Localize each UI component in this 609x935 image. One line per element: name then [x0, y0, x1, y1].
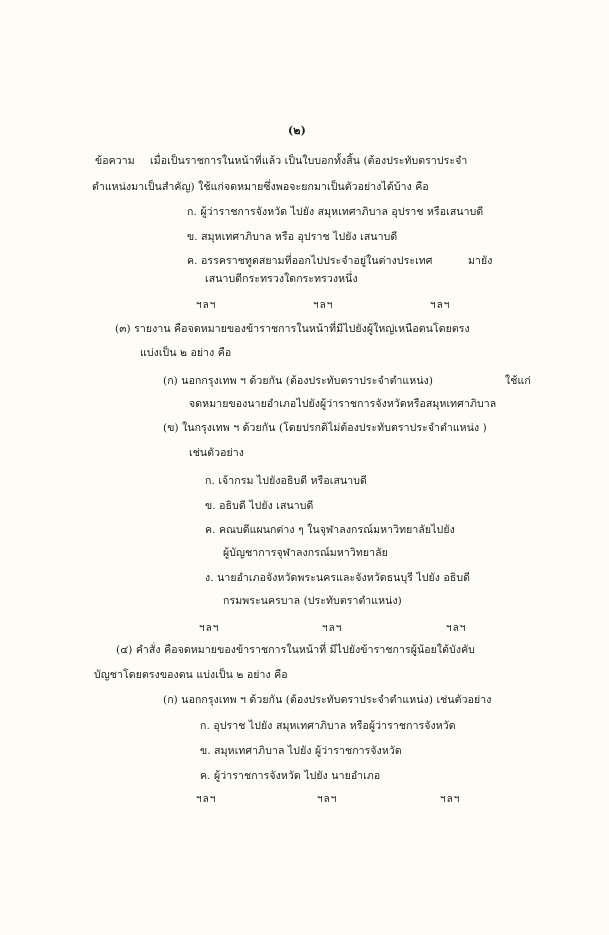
- divider-etc: ฯลฯ: [446, 623, 467, 634]
- section4-item-kho: ค. ผู้ว่าราชการจังหวัด ไปยัง นายอำเภอ: [200, 770, 381, 782]
- section3-item-kho: ค. คณบดีแผนกต่าง ๆ ในจุฬาลงกรณ์มหาวิทยาลัยไปยัง: [205, 524, 455, 536]
- section3-line-1: (๓) รายงาน คือจดหมายของข้าราชการในหน้าที่มีไปยังผู้ใหญ่เหนือตนโดยตรง: [115, 323, 470, 335]
- divider-etc: ฯลฯ: [313, 300, 334, 311]
- intro-item-kha: ข. สมุหเทศาภิบาล หรือ อุปราช ไปยัง เสนาบดี: [187, 231, 398, 243]
- intro-label: ข้อความ: [95, 155, 135, 167]
- divider-etc: ฯลฯ: [322, 623, 343, 634]
- page-number: (๒): [288, 124, 306, 137]
- divider-etc: ฯลฯ: [196, 300, 217, 311]
- section3-sub-a-line-1: (ก) นอกกรุงเทพ ฯ ด้วยกัน (ต้องประทับตราประจำตำแหน่ง): [163, 375, 434, 387]
- intro-line-1: เมื่อเป็นราชการในหน้าที่แล้ว เป็นใบบอกทั้งสิ้น (ต้องประทับตราประจำ: [150, 155, 468, 167]
- divider-etc: ฯลฯ: [440, 794, 461, 805]
- section4-item-kha: ข. สมุหเทศาภิบาล ไปยัง ผู้ว่าราชการจังหวัด: [200, 745, 402, 757]
- section4-item-ka: ก. อุปราช ไปยัง สมุหเทศาภิบาล หรือผู้ว่าราชการจังหวัด: [200, 720, 456, 732]
- section4-sub-a: (ก) นอกกรุงเทพ ฯ ด้วยกัน (ต้องประทับตราประจำตำแหน่ง) เช่นตัวอย่าง: [163, 694, 492, 706]
- section3-sub-b-line-1: (ข) ในกรุงเทพ ฯ ด้วยกัน (โดยปรกติไม่ต้องประทับตราประจำตำแหน่ง ): [163, 422, 487, 434]
- section3-sub-a-tail: ใช้แก่: [505, 375, 531, 387]
- section3-item-kha: ข. อธิบดี ไปยัง เสนาบดี: [205, 500, 314, 512]
- section4-line-1: (๔) คำสั่ง คือจดหมายของข้าราชการในหน้าที่ มีไปยังข้าราชการผู้น้อยใต้บังคับ: [116, 644, 475, 656]
- intro-item-ka: ก. ผู้ว่าราชการจังหวัด ไปยัง สมุหเทศาภิบาล อุปราช หรือเสนาบดี: [187, 206, 484, 218]
- section3-item-ka: ก. เจ้ากรม ไปยังอธิบดี หรือเสนาบดี: [205, 475, 367, 487]
- section3-sub-b-line-2: เช่นตัวอย่าง: [189, 447, 244, 459]
- intro-item-kho-cont: เสนาบดีกระทรวงใดกระทรวงหนึ่ง: [205, 273, 358, 285]
- section3-item-ngo-cont: กรมพระนครบาล (ประทับตราตำแหน่ง): [223, 595, 402, 607]
- divider-etc: ฯลฯ: [199, 623, 220, 634]
- divider-etc: ฯลฯ: [430, 300, 451, 311]
- section3-item-ngo: ง. นายอำเภอจังหวัดพระนครและจังหวัดธนบุรี ไปยัง อธิบดี: [205, 572, 471, 584]
- intro-item-kho: ค. อรรคราชทูตสยามที่ออกไปประจำอยู่ในต่างประเทศ: [187, 255, 433, 267]
- section4-line-2: บัญชาโดยตรงของตน แบ่งเป็น ๒ อย่าง คือ: [94, 669, 288, 681]
- intro-line-2: ตำแหน่งมาเป็นสำคัญ) ใช้แก่จดหมายซึ่งพอจะยกมาเป็นตัวอย่างได้บ้าง คือ: [92, 181, 429, 193]
- section3-item-kho-cont: ผู้บัญชาการจุฬาลงกรณ์มหาวิทยาลัย: [223, 547, 388, 559]
- intro-item-kho-tail: มายัง: [468, 255, 493, 267]
- divider-etc: ฯลฯ: [317, 794, 338, 805]
- section3-line-2: แบ่งเป็น ๒ อย่าง คือ: [140, 347, 232, 359]
- section3-sub-a-line-2: จดหมายของนายอำเภอไปยังผู้ว่าราชการจังหวัดหรือสมุหเทศาภิบาล: [189, 398, 497, 410]
- divider-etc: ฯลฯ: [196, 794, 217, 805]
